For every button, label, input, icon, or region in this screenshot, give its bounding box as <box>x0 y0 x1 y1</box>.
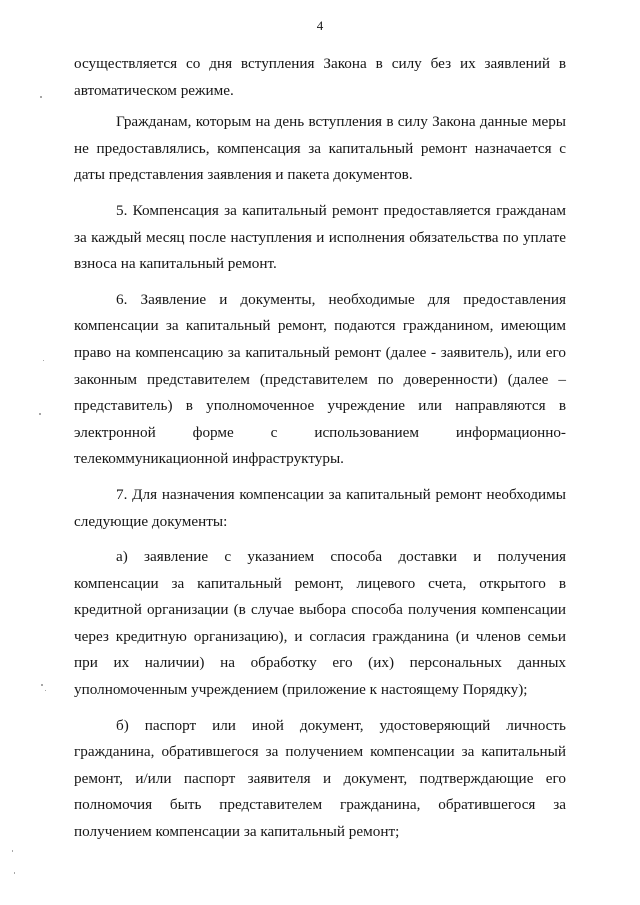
paragraph-item-5: 5. Компенсация за капитальный ремонт предоставляется гражданам за каждый месяц после наступления и исполнения обязательства по уплате взноса на капитальный ремонт. <box>74 201 566 273</box>
document-body <box>74 51 566 846</box>
paragraph-subitem-b: б) паспорт или иной документ, удостоверяющий личность гражданина, обратившегося за получением компенсации за капитальный ремонт, и/или паспорт заявителя и документ, подтверждающие его полномочия быть представителем гражданина, обратившегося за получением компенсации за капитальный ремонт; <box>74 716 566 841</box>
scan-speck <box>41 684 43 686</box>
scan-speck <box>45 690 46 691</box>
scan-speck <box>40 96 42 98</box>
paragraph-item-7: 7. Для назначения компенсации за капитальный ремонт необходимы следующие документы: <box>74 485 566 530</box>
scan-speck <box>12 850 13 852</box>
paragraph-item-6: 6. Заявление и документы, необходимые для предоставления компенсации за капитальный ремонт, подаются гражданином, имеющим право на компенсацию за капитальный ремонт (далее - заявитель), или его законным представителем (представителем по доверенности) (далее – представитель) в уполномоченное учреждение или направляются в электронной форме с использованием информационно-телекоммуникационной инфраструктуры. <box>74 290 566 468</box>
scan-speck <box>14 872 15 874</box>
paragraph-subitem-a: а) заявление с указанием способа доставки и получения компенсации за капитальный ремонт, лицевого счета, открытого в кредитной организации (в случае выбора способа получения компенсации через кредитную организацию), и согласия гражданина (и членов семьи при их наличии) на обработку его (их) персональных данных уполномоченным учреждением (приложение к настоящему Порядку); <box>74 548 566 699</box>
scan-speck <box>43 360 44 361</box>
paragraph-continuation: осуществляется со дня вступления Закона в силу без их заявлений в автоматическом режиме. <box>74 55 566 99</box>
scan-speck <box>39 413 41 415</box>
page-number: 4 <box>316 18 324 33</box>
paragraph-citizens-not-provided: Гражданам, которым на день вступления в силу Закона данные меры не предоставлялись, компенсация за капитальный ремонт назначается с даты представления заявления и пакета документов. <box>74 113 566 184</box>
